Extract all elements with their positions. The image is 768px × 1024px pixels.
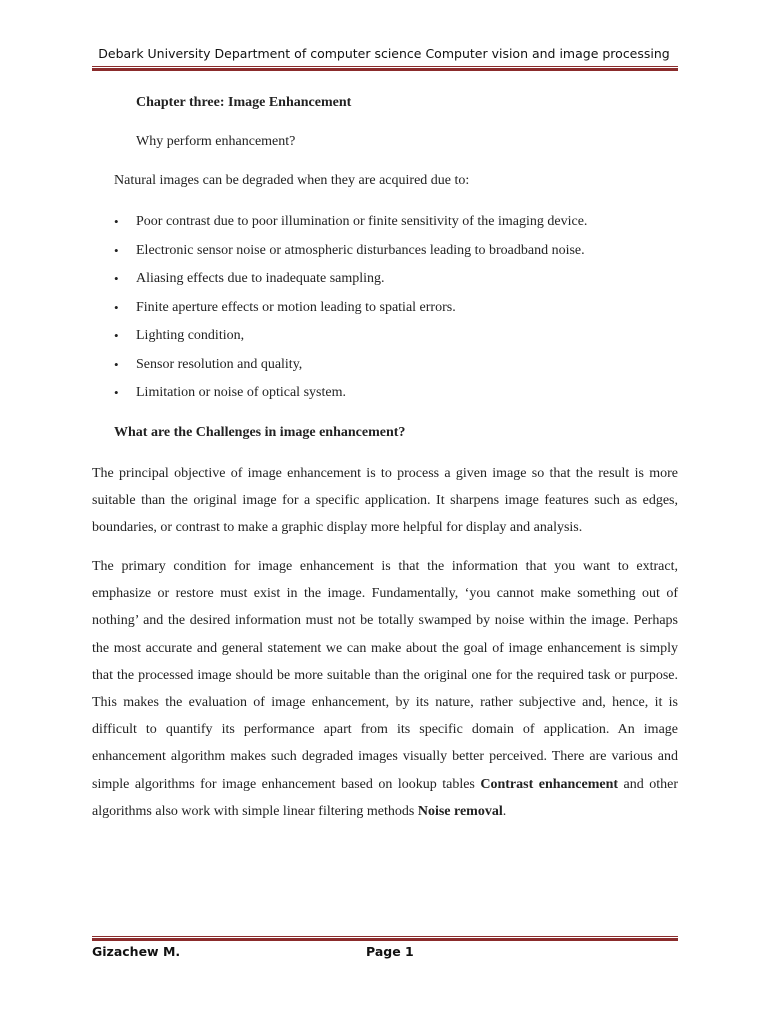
list-item: • Aliasing effects due to inadequate sampling. — [114, 271, 385, 286]
bullet-icon: • — [114, 299, 119, 315]
degradation-causes-list — [114, 213, 587, 413]
bold-term-contrast-enhancement: Contrast enhancement — [480, 776, 619, 792]
chapter-title: Chapter three: Image Enhancement — [136, 95, 352, 110]
challenges-heading: What are the Challenges in image enhancement? — [114, 425, 406, 440]
section-question: Why perform enhancement? — [136, 134, 296, 149]
footer-author: Gizachew M. — [92, 944, 181, 959]
list-item: • Finite aperture effects or motion leading to spatial errors. — [114, 299, 456, 315]
bullet-icon: • — [114, 242, 119, 258]
list-item: • Limitation or noise of optical system. — [114, 385, 346, 400]
header-divider — [92, 66, 678, 71]
list-item: • Sensor resolution and quality, — [114, 356, 303, 372]
bullet-icon: • — [114, 271, 119, 286]
paragraph-primary-condition: The primary condition for image enhancement is that the information that you want to extract, emphasize or restore must exist in the image. Fundamentally, ‘you cannot make something out of nothing’ and the desired information must not be totally swamped by noise within the image. Perhaps the most accurate and general statement we can make about the goal of image enhancement is simply that the processed image should be more suitable than the original one for the required task or purpose. This makes the evaluation of image enhancement, by its nature, rather subjective and, hence, it is difficult to quantify its performance apart from its specific domain of application. An image enhancement algorithm makes such degraded images visually better perceived. There are various and simple algorithms for image enhancement based on lookup tables Contrast enhancement and other algorithms also work with simple linear filtering methods Noise removal. — [92, 559, 679, 819]
paragraph-objective: The principal objective of image enhancement is to process a given image so that the result is more suitable than the original image for a specific application. It sharpens image features such as edges, boundaries, or contrast to make a graphic display more helpful for display and analysis. — [92, 466, 678, 536]
bold-term-noise-removal: Noise removal — [417, 803, 503, 819]
footer-divider — [92, 936, 678, 941]
bullet-icon: • — [114, 356, 119, 372]
list-item: • Lighting condition, — [114, 328, 245, 343]
page-header-title: Debark University Department of computer science Computer vision and image processing — [98, 46, 670, 61]
intro-text: Natural images can be degraded when they are acquired due to: — [114, 173, 470, 188]
list-item: • Poor contrast due to poor illumination or finite sensitivity of the imaging device. — [114, 214, 588, 229]
page-number: Page 1 — [366, 944, 414, 959]
list-item: • Electronic sensor noise or atmospheric disturbances leading to broadband noise. — [114, 242, 585, 258]
bullet-icon: • — [114, 385, 119, 400]
bullet-icon: • — [114, 328, 119, 343]
bullet-icon: • — [114, 214, 119, 229]
